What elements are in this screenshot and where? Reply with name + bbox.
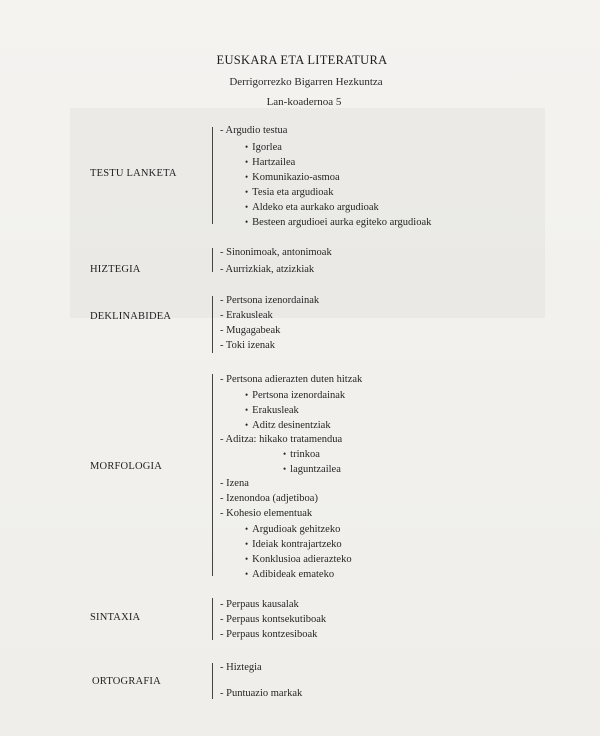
section-bracket	[212, 598, 213, 640]
section-label-morfologia: MORFOLOGIA	[90, 461, 163, 472]
document-subtitle: Derrigorrezko Bigarren Hezkuntza	[229, 76, 383, 88]
section-label-sintaxia: SINTAXIA	[90, 612, 141, 623]
list-item: • Ideiak kontrajartzeko	[245, 537, 342, 551]
list-item: • Pertsona izenordainak	[245, 388, 345, 402]
section-bracket	[212, 248, 213, 272]
section-bracket	[212, 663, 213, 699]
section-label-ortografia: ORTOGRAFIA	[92, 676, 161, 687]
list-item: - Perpaus kausalak	[220, 599, 299, 610]
list-item: • Argudioak gehitzeko	[245, 522, 340, 536]
section-label-deklinabidea: DEKLINABIDEA	[90, 311, 172, 322]
list-item: - Aurrizkiak, atzizkiak	[220, 264, 315, 275]
list-item: - Perpaus kontzesiboak	[220, 629, 318, 640]
list-item: - Sinonimoak, antonimoak	[220, 247, 332, 258]
list-item: • Tesia eta argudioak	[245, 185, 333, 199]
booklet-number: Lan-koadernoa 5	[266, 96, 342, 108]
list-item: - Hiztegia	[220, 662, 262, 673]
list-item: • laguntzailea	[283, 462, 341, 476]
list-item: • Erakusleak	[245, 403, 299, 417]
list-item: - Izenondoa (adjetiboa)	[220, 493, 318, 504]
section-label-hiztegia: HIZTEGIA	[90, 264, 141, 275]
section-bracket	[212, 296, 213, 353]
list-item: - Toki izenak	[220, 340, 276, 351]
list-item: • Hartzailea	[245, 155, 295, 169]
list-item: • Konklusioa adierazteko	[245, 552, 352, 566]
section-label-testu-lanketa: TESTU LANKETA	[90, 168, 177, 179]
list-item: - Izena	[220, 478, 249, 489]
list-item: • Besteen argudioei aurka egiteko argudioak	[245, 215, 431, 229]
list-item: - Pertsona izenordainak	[220, 295, 320, 306]
list-item: - Mugagabeak	[220, 325, 281, 336]
list-item: - Erakusleak	[220, 310, 273, 321]
list-item: • Komunikazio-asmoa	[245, 170, 340, 184]
list-item: - Pertsona adierazten duten hitzak	[220, 374, 363, 385]
list-item: • trinkoa	[283, 447, 320, 461]
list-item: • Aldeko eta aurkako argudioak	[245, 200, 379, 214]
list-item: • Adibideak emateko	[245, 567, 334, 581]
section-bracket	[212, 127, 213, 224]
list-item: - Kohesio elementuak	[220, 508, 313, 519]
list-item: - Puntuazio markak	[220, 688, 303, 699]
section-bracket	[212, 374, 213, 576]
document-title: EUSKARA ETA LITERATURA	[216, 53, 388, 67]
list-item: • Aditz desinentziak	[245, 418, 331, 432]
list-item: - Perpaus kontsekutiboak	[220, 614, 327, 625]
list-item: - Argudio testua	[220, 125, 288, 136]
list-item: - Aditza: hikako tratamendua	[220, 434, 343, 445]
list-item: • Igorlea	[245, 140, 282, 154]
